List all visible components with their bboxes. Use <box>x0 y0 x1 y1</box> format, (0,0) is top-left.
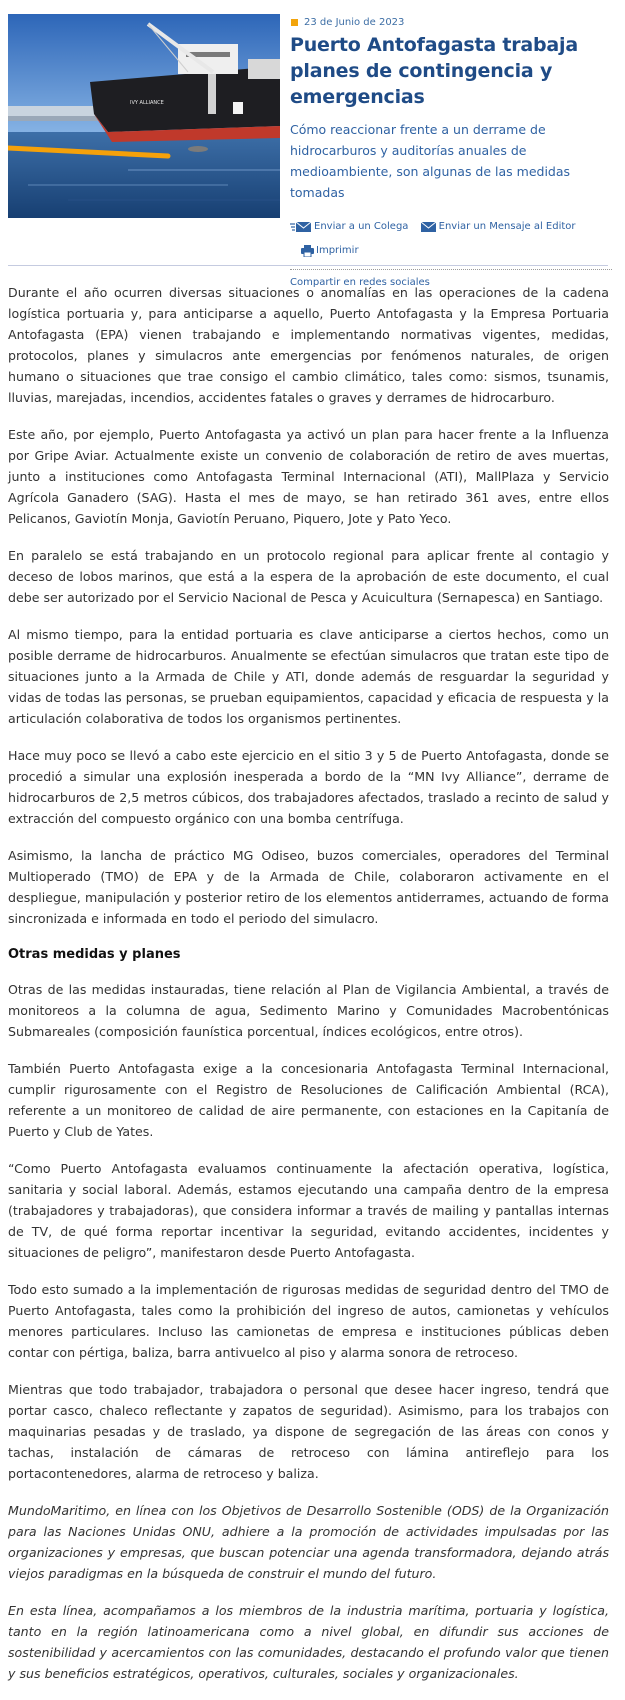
header-divider <box>8 265 608 266</box>
envelope-send-icon <box>290 221 312 233</box>
paragraph: También Puerto Antofagasta exige a la concesionaria Antofagasta Terminal Internacional, cumplir rigurosamente con el Registro de Resoluciones de Calificación Ambiental (RCA), referente a un monitoreo de calidad de aire permanente, con estaciones en la Capitanía de Puerto y Club de Yates. <box>8 1061 609 1139</box>
send-to-colleague-link[interactable] <box>290 217 408 237</box>
article-photo <box>8 14 280 218</box>
disclaimer-paragraph: En esta línea, acompañamos a los miembros de la industria marítima, portuaria y logística, tanto en la región latinoamericana como a nivel global, en difundir sus acciones de sostenibilidad y acercamientos con las comunidades, destacando el profundo valor que tienen y sus beneficios estratégicos, operativos, culturales, sociales y organizacionales. <box>8 1603 609 1681</box>
paragraph: Todo esto sumado a la implementación de rigurosas medidas de seguridad dentro del TMO de Puerto Antofagasta, tales como la prohibición del ingreso de autos, camionetas y vehículos menores particulares. Incluso las camionetas de empresa e instituciones públicas deben contar con pértiga, baliza, barra antivuelco al piso y alarma sonora de retroceso. <box>8 1282 609 1360</box>
send-to-editor-link[interactable] <box>420 217 576 237</box>
print-label: Imprimir <box>316 245 359 256</box>
share-social-link[interactable]: Compartir en redes sociales <box>290 277 430 288</box>
ship-illustration <box>8 14 280 218</box>
paragraph: Este año, por ejemplo, Puerto Antofagasta ya activó un plan para hacer frente a la Influenza por Gripe Aviar. Actualmente existe un convenio de colaboración de retiro de aves muertas, junto a instituciones como Antofagasta Terminal Internacional (ATI), MallPlaza y Servicio Agrícola Ganadero (SAG). Hasta el mes de mayo, se han retirado 361 aves, entre ellos Pelicanos, Gaviotín Monja, Gaviotín Peruano, Piquero, Jote y Pato Yeco. <box>8 427 609 526</box>
paragraph: En paralelo se está trabajando en un protocolo regional para aplicar frente al contagio y deceso de lobos marinos, que está a la espera de la aprobación de este documento, el cual debe ser autorizado por el Servicio Nacional de Pesca y Acuicultura (Sernapesca) en Santiago. <box>8 548 609 605</box>
article-actions <box>290 217 615 265</box>
article-subtitle: Cómo reaccionar frente a un derrame de hidrocarburos y auditorías anuales de medioambiente, son algunas de las medidas tomadas <box>290 122 571 200</box>
disclaimer-paragraph: MundoMaritimo, en línea con los Objetivos de Desarrollo Sostenible (ODS) de la Organización para las Naciones Unidas ONU, adhiere a la promoción de actividades impulsadas por las organizaciones y empresas, que buscan potenciar una agenda transformadora, dejando atrás viejos paradigmas en la búsqueda de construir el mundo del futuro. <box>8 1503 609 1581</box>
paragraph: Asimismo, la lancha de práctico MG Odiseo, buzos comerciales, operadores del Terminal Multioperado (TMO) de EPA y de la Armada de Chile, colaboraron activamente en el despliegue, manipulación y posterior retiro de los elementos antiderrames, actuando de forma sincronizada e informada en todo el periodo del simulacro. <box>8 848 609 926</box>
paragraph: Al mismo tiempo, para la entidad portuaria es clave anticiparse a ciertos hechos, como un posible derrame de hidrocarburos. Anualmente se efectúan simulacros que tratan este tipo de situaciones junto a la Armada de Chile y ATI, donde además de resguardar la seguridad y vidas de todas las personas, se prueban equipamientos, capacidad y eficacia de respuesta y la articulación colaborativa de todos los organismos pertinentes. <box>8 627 609 726</box>
send-to-colleague-label: Enviar a un Colega <box>314 221 409 232</box>
ship-name-label: IVY ALLIANCE <box>130 100 164 106</box>
quote-paragraph: “Como Puerto Antofagasta evaluamos continuamente la afectación operativa, logística, sanitaria y social laboral. Además, estamos ejecutando una campaña dentro de la empresa (trabajadores y trabajadoras), que considera informar a través de mailing y pantallas internas de TV, de qué forma reportar incentivar la seguridad, evitando accidentes, incidentes y situaciones de peligro”, manifestaron desde Puerto Antofagasta. <box>8 1161 609 1260</box>
article-title: Puerto Antofagasta trabaja planes de contingencia y emergencias <box>290 34 578 108</box>
article-date: 23 de Junio de 2023 <box>304 16 405 28</box>
printer-icon <box>301 245 314 257</box>
article-header <box>0 0 625 288</box>
paragraph: Durante el año ocurren diversas situaciones o anomalías en las operaciones de la cadena logística portuaria y, para anticiparse a aquello, Puerto Antofagasta y la Empresa Portuaria Antofagasta (EPA) vienen trabajando e implementando normativas vigentes, medidas, protocolos, planes y simulacros ante emergencias por fenómenos naturales, de origen humano o situaciones que trae consigo el cambio climático, tales como: sismos, tsunamis, lluvias, marejadas, incendios, accidentes fatales o graves y derrames de hidrocarburo. <box>8 285 609 405</box>
paragraph: Mientras que todo trabajador, trabajadora o personal que desee hacer ingreso, tendrá que portar casco, chaleco reflectante y zapatos de seguridad). Asimismo, para los trabajos con maquinarias pesadas y de traslado, ya dispone de segregación de las áreas con conos y tachas, instalación de cámaras de retroceso con lámina antireflejo para los portacontenedores, alarma de retroceso y baliza. <box>8 1382 609 1481</box>
paragraph: Hace muy poco se llevó a cabo este ejercicio en el sitio 3 y 5 de Puerto Antofagasta, donde se procedió a simular una explosión inesperada a bordo de la “MN Ivy Alliance”, derrame de hidrocarburos de 2,5 metros cúbicos, dos trabajadores afectados, traslado a recinto de salud y extracción del compuesto orgánico con una bomba centrífuga. <box>8 748 609 826</box>
envelope-icon <box>420 221 437 233</box>
article-body <box>8 282 609 1700</box>
section-heading: Otras medidas y planes <box>8 947 181 962</box>
date-bullet-icon <box>291 19 298 26</box>
paragraph: Otras de las medidas instauradas, tiene relación al Plan de Vigilancia Ambiental, a través de monitoreos a la columna de agua, Sedimento Marino y Comunidades Macrobentónicas Submareales (composición faunística porcentual, índices ecológicos, entre otros). <box>8 982 609 1039</box>
actions-divider <box>290 269 612 270</box>
date-line <box>290 14 615 30</box>
print-link[interactable] <box>301 241 359 261</box>
article-info <box>290 14 615 288</box>
send-to-editor-label: Enviar un Mensaje al Editor <box>438 221 576 232</box>
